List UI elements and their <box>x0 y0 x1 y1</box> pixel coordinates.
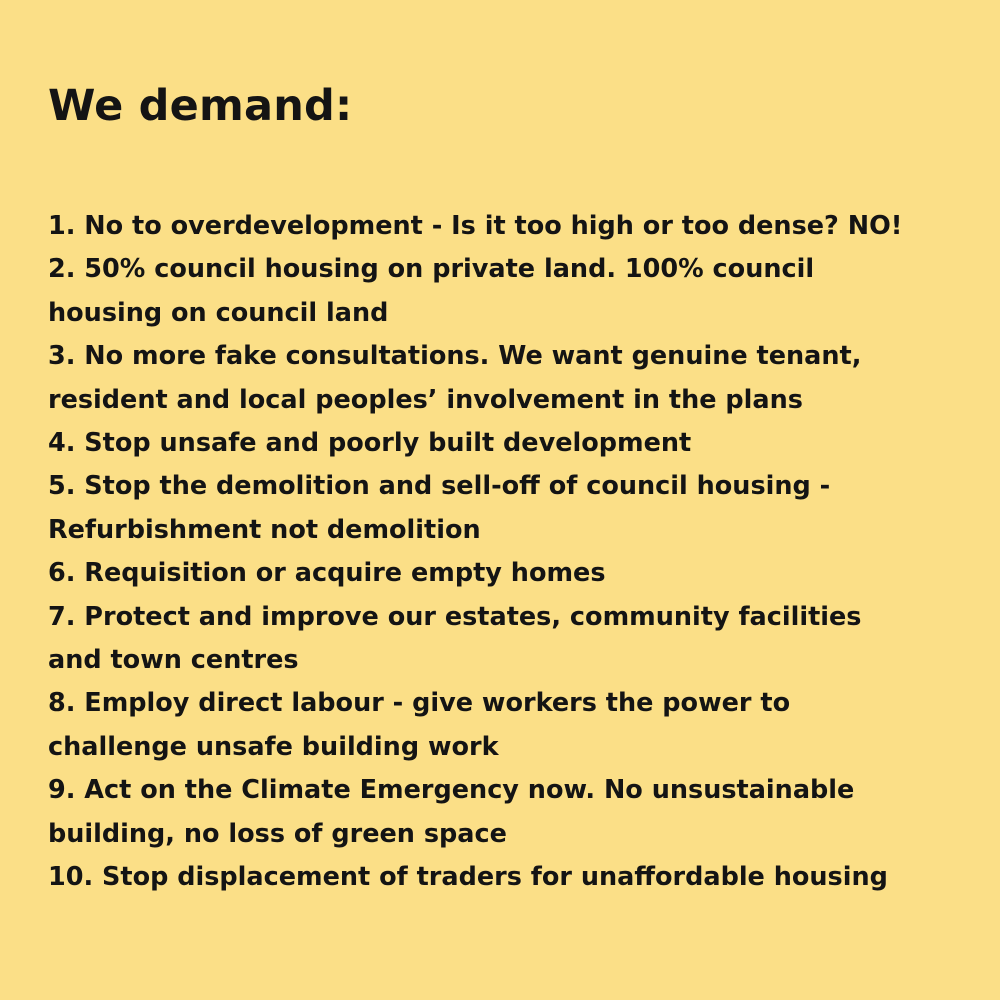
demand-8-line-2: challenge unsafe building work <box>48 731 499 762</box>
demand-9-line-2: building, no loss of green space <box>48 818 507 849</box>
demand-6-line-1: 6. Requisition or acquire empty homes <box>48 558 606 589</box>
demand-7-line-1: 7. Protect and improve our estates, community facilities <box>48 601 862 632</box>
page-title: We demand: <box>48 81 353 131</box>
demand-1-line-1: 1. No to overdevelopment - Is it too high or too dense? NO! <box>48 211 903 241</box>
demand-list <box>48 205 960 900</box>
demand-5-line-2: Refurbishment not demolition <box>48 514 481 545</box>
demand-5-line-1: 5. Stop the demolition and sell-off of council housing - <box>48 471 831 502</box>
demand-10-line-1: 10. Stop displacement of traders for unaffordable housing <box>48 862 888 893</box>
demand-2-line-2: housing on council land <box>48 297 389 328</box>
demand-8-line-1: 8. Employ direct labour - give workers the power to <box>48 688 791 719</box>
demand-9-line-1: 9. Act on the Climate Emergency now. No unsustainable <box>48 775 855 806</box>
demand-3-line-1: 3. No more fake consultations. We want genuine tenant, <box>48 341 862 372</box>
demand-3-line-2: resident and local peoples’ involvement in the plans <box>48 384 803 415</box>
demand-7-line-2: and town centres <box>48 645 299 676</box>
demand-4-line-1: 4. Stop unsafe and poorly built development <box>48 428 692 459</box>
demand-2-line-1: 2. 50% council housing on private land. 100% council <box>48 254 815 285</box>
